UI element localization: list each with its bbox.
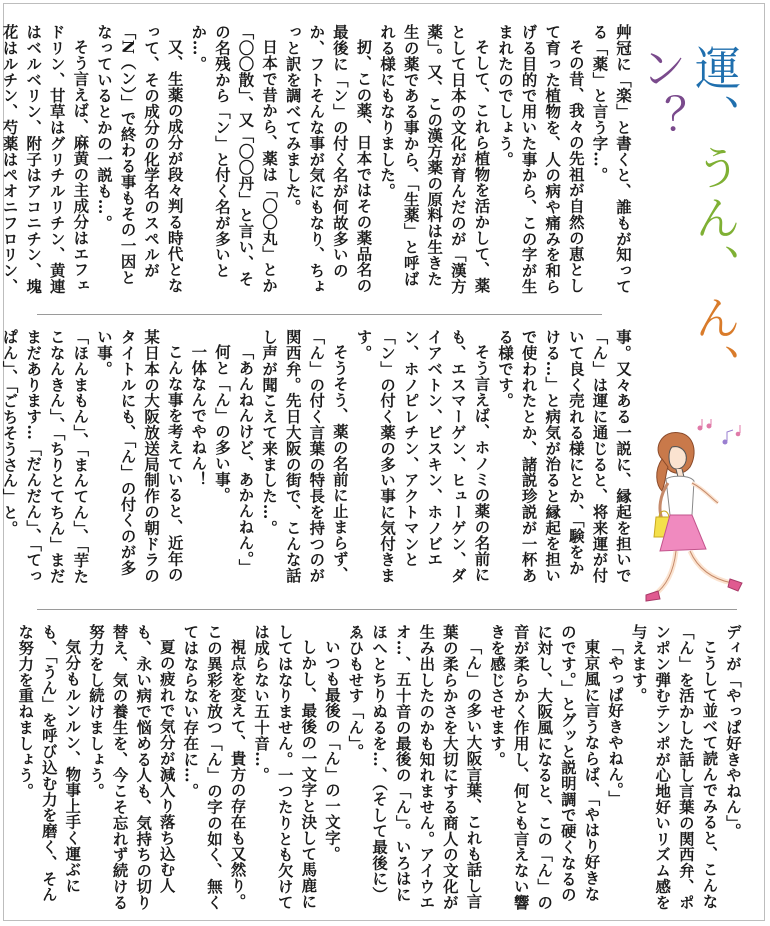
article-section-middle [0, 329, 634, 591]
paragraph: その昔、我々の先祖が自然の恵として育った植物を、人の病や痛みを和らげる目的で用いた事から、この字が生まれたのでしょう。 [496, 24, 585, 295]
title-part-1: 運、 [688, 44, 742, 144]
paragraph: こうして並べて読んでみると、こんな「ん」を活かした話し言葉の関西弁、ポンポン弾むテンポが心地好いリズム感を与えます。 [629, 624, 719, 911]
paragraph: 気分もルンルン、物事上手く運ぶにも、「うん」を呼び込む力を磨く、そんな努力を重ねましょう。 [16, 624, 82, 903]
walking-woman-icon [632, 419, 750, 604]
title-part-2: う [688, 144, 742, 194]
section-divider-bottom [37, 609, 737, 610]
title-part-5: ン？ [634, 44, 688, 144]
paragraph: そして、これら植物を活かして、薬として日本の文化が育んだのが「漢方薬」。又、この漢方薬の原料は生きた生の薬である事から、「生薬」と呼ばれる様にもなりました。 [378, 24, 491, 295]
paragraph: 一体なんでやねん！ [189, 344, 208, 488]
paragraph: そうそう、薬の名前に止まらず、「ん」の付く言葉の特長を持つのが関西弁。先日大阪の街で、こんな話し声が聞こえて来ました…。 [260, 329, 349, 584]
paragraph: こんな事を考えていると、近年の某日本の大阪放送局制作の朝ドラのタイトルにも、「ん」の付くのが多い事。 [94, 329, 184, 584]
section-divider-top [37, 314, 602, 315]
paragraph: ディが「やっぱ好きやねん」。 [724, 624, 742, 839]
paragraph: いつも最後の「ん」の一文字。 [322, 639, 341, 862]
paragraph: 事。又々ある一説に、縁起を担いで「ん」は運に通じると、将来運が付いて良く売れる様にとか、「験をかける…」と病気が治ると縁起を担いで使われたとか、諸説珍説が一杯ある様です。 [496, 329, 632, 584]
paragraph: そう言えば、ホノミの薬の名前にも、エスマーゲン、ヒューゲン、ダイアベトン、ビスキン、ホノビエン、ホノピレチン、アクトマンと「ン」の付く薬の多い事に気付きます。 [354, 329, 491, 584]
paragraph: 何と「ん」の多い事。 [212, 344, 231, 504]
paragraph: 視点を変えて、貴方の存在も又然り。この異彩を放つ「ん」の字の如く、無くてはならない存在に…。 [181, 624, 247, 911]
page-frame [0, 3, 765, 921]
paragraph: そう言えば、麻黄の主成分はエフェドリン、甘草はグリチルリチン、黄連はベルベリン、附子はアコニチン、塊花はルチン、芍薬はペオニフロリン、 [0, 24, 90, 295]
title-part-4: ん、 [688, 294, 742, 394]
paragraph: 又、生薬の成分が段々判る時代となって、その成分の化学名のスペルが「N（ン）」で終わる事もその一因となっているとかの一説も…。 [94, 24, 184, 294]
article-section-top [0, 24, 634, 296]
paragraph: 扨、この薬、日本ではその薬品名の最後に「ン」の付く名が何故多いのか、フトそんな事が気にもなり、ちょっと訳を調べてみました。 [283, 24, 373, 295]
paragraph: 日本で昔から、薬は「〇〇丸」とか「〇〇散」、又「〇〇丹」と言い、その名残から「ン」と付く名が多いとか…。 [189, 24, 279, 294]
paragraph: 艸冠に「楽」と書くと、誰もが知ってる「薬」と言う字…。 [590, 24, 632, 295]
title-part-3: ん、 [688, 194, 742, 294]
paragraph: 「あんねんけど、あかんねん。」 [236, 344, 255, 576]
paragraph: しかし、最後の一文字と決して馬鹿にしてはなりません。一つたりとも欠けては成らない五十音…。 [252, 624, 318, 911]
paragraph: 夏の疲れで気分が減入り落ち込む人も、永い病で悩める人も、気持ちの切り替え、気の養生を、今こそ忘れず続ける努力をし続けましょう。 [86, 624, 176, 911]
article-section-bottom [16, 624, 744, 914]
paragraph: 「ん」の多い大阪言葉、これも話し言葉の柔らかさを大切にする商人の文化が生み出したのかも知れません。アイウエオ…、五十音の最後の「ん」。いろはにほへとちりぬるを…、（そして最後に）ゑひもせす「ん」。 [346, 624, 483, 911]
paragraph: 東京風に言うならば、「やはり好きなのです。」とグッと説明調で硬くなるのに対し、大阪風になると、この「ん」の音が柔らかく作用し、何とも言えない響きを感じさせます。 [488, 624, 601, 911]
page-title [634, 44, 742, 444]
paragraph: 「やっぱ好きやねん。」 [606, 639, 625, 807]
paragraph: 「ほんまもん」、「まんてん」、「芋たこなんきん」、「ちりとてちん」まだまだあります…「だんだん」、「てっぱん」、「ごちそうさん」と。 [0, 329, 90, 585]
